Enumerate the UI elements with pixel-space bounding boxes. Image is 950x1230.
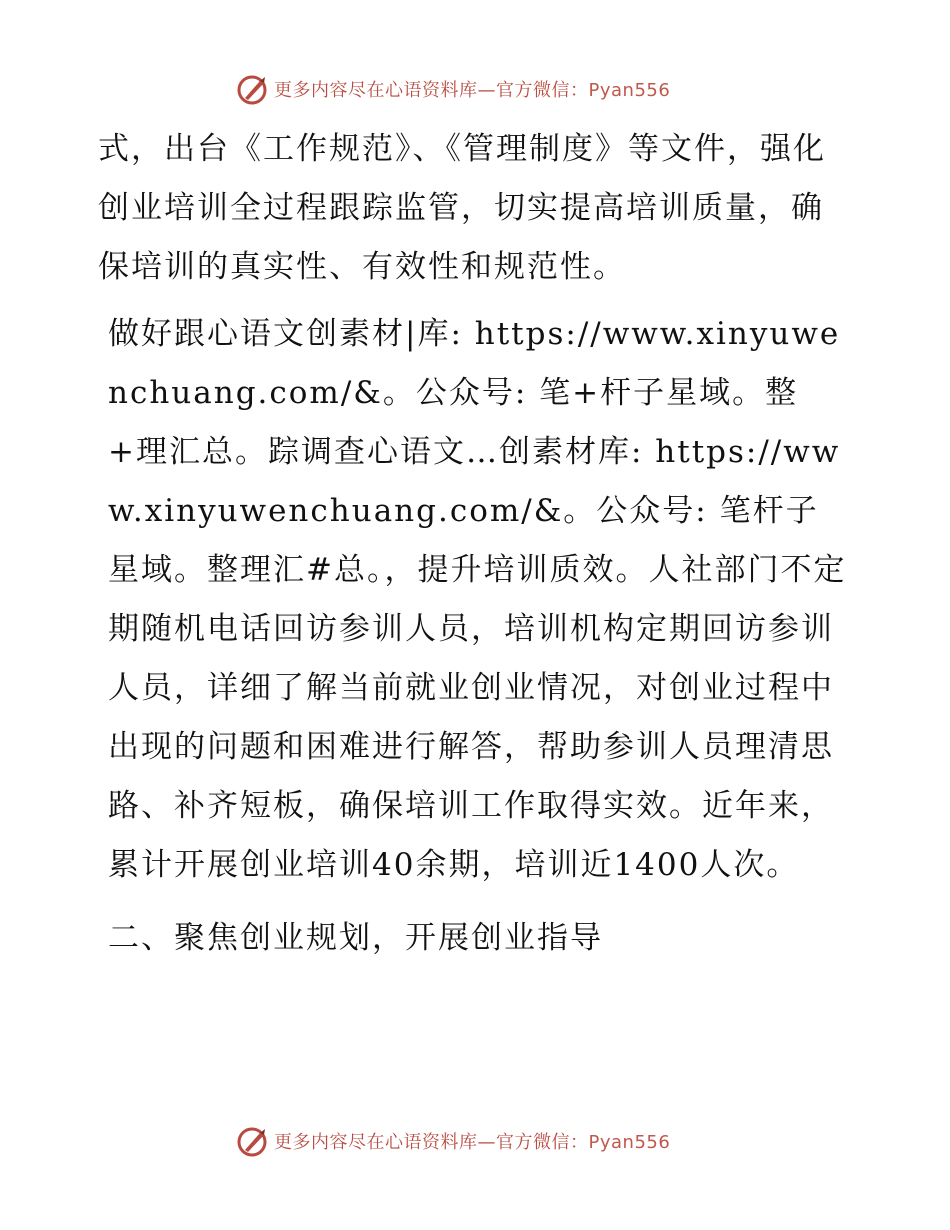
header-banner-label: 更多内容尽在心语资料库—官方微信： — [274, 80, 589, 101]
header-banner-handle: Pyan556 — [588, 80, 671, 101]
paragraph-training-effectiveness: 做好跟心语文创素材|库: https://www.xinyuwenchuang.com/&。公众号: 笔+杆子星域。整+理汇总。踪调查心语文…创素材库: https://www.xinyuwenchuang.com/&。公众号: 笔杆子星域。整理汇#总。，提升培训质效。人社部门不定期随机电话回访参训人员，培训机构定期回访参训人员，详细了解当前就业创业情况，对创业过程中出现的问题和困难进行解答，帮助参训人员理清思路、补齐短板，确保培训工作取得实效。近年来，累计开展创业培训40余期，培训近1400人次。 — [108, 316, 847, 883]
document-body — [98, 120, 850, 968]
footer-banner-handle: Pyan556 — [588, 1132, 671, 1153]
header-banner-text — [274, 76, 670, 102]
quill-logo-icon — [236, 73, 268, 105]
footer-watermark-banner — [236, 1124, 670, 1158]
section-heading-2: 二、聚焦创业规划，开展创业指导 — [108, 920, 603, 956]
quill-logo-icon — [236, 1125, 268, 1157]
paragraph-training-standards: 式，出台《工作规范》、《管理制度》等文件，强化创业培训全过程跟踪监管，切实提高培训质量，确保培训的真实性、有效性和规范性。 — [98, 131, 826, 285]
footer-banner-label: 更多内容尽在心语资料库—官方微信： — [274, 1132, 589, 1153]
header-watermark-banner — [236, 72, 670, 106]
footer-banner-text — [274, 1128, 670, 1154]
